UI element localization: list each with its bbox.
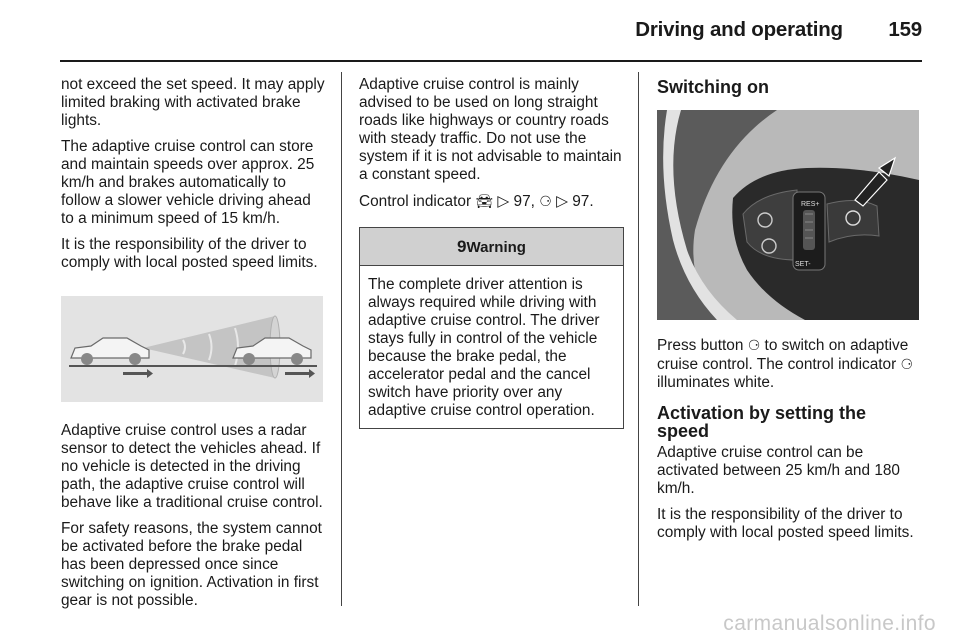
warning-text: The complete driver attention is always required while driving with adaptive cruise control. The driver stays fully in control of the vehicle because the brake pedal, the accelerator pedal and the cancel switch have priority over any adaptive cruise control operation. xyxy=(368,276,600,419)
column-1 xyxy=(61,76,327,618)
watermark: carmanualsonline.info xyxy=(723,612,936,635)
paragraph: Adaptive cruise control uses a radar sensor to detect the vehicles ahead. If no vehicle is detected in the driving path, the adaptive cruise control will behave like a traditional cruise control. xyxy=(61,422,323,511)
warning-title: Warning xyxy=(466,239,526,256)
set-label: SET- xyxy=(795,261,811,268)
res-label: RES+ xyxy=(801,201,820,208)
warning-box xyxy=(359,227,624,429)
paragraph: It is the responsibility of the driver to comply with local posted speed limits. xyxy=(657,506,914,541)
radar-illustration xyxy=(61,296,323,402)
paragraph: not exceed the set speed. It may apply limited braking with activated brake lights. xyxy=(61,76,325,129)
page-ref-icon: ▷ xyxy=(556,193,568,210)
cruise-indicator-icon: ⚆ xyxy=(539,193,552,209)
paragraph: The adaptive cruise control can store and maintain speeds over approx. 25 km/h and brakes automatically to follow a slower vehicle driving ahead to a minimum speed of 15 km/h. xyxy=(61,138,315,227)
control-indicator-line: Control indicator 🚘︎ ▷ 97, ⚆ ▷ 97. xyxy=(359,193,594,210)
cruise-indicator-icon: ⚆ xyxy=(900,356,914,372)
warning-icon: 9 xyxy=(457,237,467,256)
column-3 xyxy=(657,76,923,550)
page-number: 159 xyxy=(888,18,922,41)
heading-activation: Activation by setting the speed xyxy=(657,403,867,441)
warning-header xyxy=(360,228,623,266)
column-2 xyxy=(359,76,624,429)
paragraph: Adaptive cruise control is mainly advised to be used on long straight roads like highways or country roads with steady traffic. Do not use the system if it is not advisable to maintain a constant speed. xyxy=(359,76,622,183)
section-title: Driving and operating xyxy=(635,18,843,41)
car-icon: 🚘︎ xyxy=(475,193,494,209)
heading-switching-on: Switching on xyxy=(657,77,769,97)
page-header xyxy=(635,18,922,42)
page-ref-icon: ▷ xyxy=(497,193,510,210)
paragraph: It is the responsibility of the driver to comply with local posted speed limits. xyxy=(61,236,318,271)
paragraph: For safety reasons, the system cannot be activated before the brake pedal has been depressed once since switching on ignition. Activation in first gear is not possible. xyxy=(61,520,322,609)
press-button-paragraph: Press button ⚆ to switch on adaptive cruise control. The control indicator ⚆ illuminates white. xyxy=(657,337,914,391)
steering-wheel-illustration xyxy=(657,110,919,320)
column-divider xyxy=(638,72,639,606)
adaptive-cruise-button-icon: ⚆ xyxy=(747,337,761,353)
paragraph: Adaptive cruise control can be activated between 25 km/h and 180 km/h. xyxy=(657,444,900,497)
header-rule xyxy=(60,60,922,62)
column-divider xyxy=(341,72,342,606)
